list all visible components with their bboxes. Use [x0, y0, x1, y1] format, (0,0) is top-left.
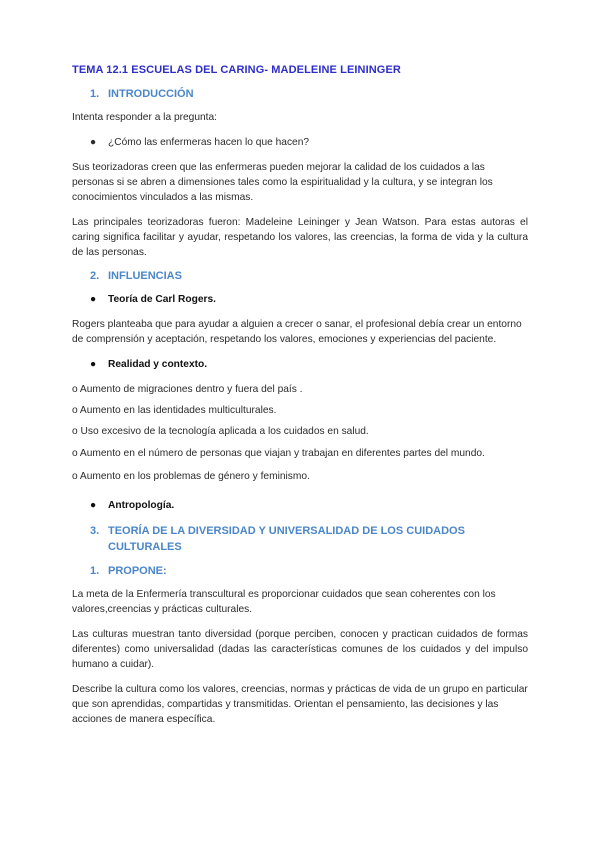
list-item: o Uso excesivo de la tecnología aplicada a los cuidados en salud.	[72, 426, 369, 437]
section-heading-introduccion	[72, 88, 528, 100]
subsection-heading-propone	[72, 565, 528, 577]
bullet-text: Antropología.	[108, 500, 175, 511]
bullet-antropologia	[72, 498, 528, 513]
list-item: o Aumento de migraciones dentro y fuera del país .	[72, 384, 303, 395]
section-number: 1.	[90, 88, 100, 100]
list-item: o Aumento en el número de personas que viajan y trabajan en diferentes partes del mundo.	[72, 448, 485, 459]
paragraph-sus-teorizadoras: Sus teorizadoras creen que las enfermeras pueden mejorar la calidad de los cuidados a las personas si se abren a dimensiones tales como la espiritualidad y la cultura, y se integran los conocimientos vinculados a las mismas.	[72, 162, 493, 203]
document-page	[72, 64, 528, 737]
paragraph-principales: Las principales teorizadoras fueron: Madeleine Leininger y Jean Watson. Para estas autoras el caring significa facilitar y ayudar, respetando los valores, las creencias, la forma de vida y la cultura de las personas.	[72, 217, 528, 258]
bullet-dot-icon: ●	[90, 359, 97, 370]
paragraph-meta: La meta de la Enfermería transcultural es proporcionar cuidados que sean coherentes con los valores,creencias y prácticas culturales.	[72, 589, 496, 615]
paragraph-intenta: Intenta responder a la pregunta:	[72, 112, 217, 123]
paragraph-culturas: Las culturas muestran tanto diversidad (porque perciben, conocen y practican cuidados de formas diferentes) como universalidad (dadas las características comunes de los cuidados y del impulso humano a cuidar).	[72, 629, 528, 670]
paragraph-rogers: Rogers planteaba que para ayudar a alguien a crecer o sanar, el profesional debía crear un entorno de comprensión y aceptación, respetando los valores, emociones y experiencias del paciente.	[72, 319, 522, 345]
bullet-text: ¿Cómo las enfermeras hacen lo que hacen?	[108, 137, 310, 148]
bullet-text: Teoría de Carl Rogers.	[108, 294, 216, 305]
section-title: PROPONE:	[108, 565, 167, 577]
bullet-realidad	[72, 357, 528, 372]
document-title: TEMA 12.1 ESCUELAS DEL CARING- MADELEINE LEININGER	[72, 64, 401, 76]
section-heading-teoria	[72, 523, 528, 555]
bullet-dot-icon: ●	[90, 294, 97, 305]
bullet-rogers	[72, 292, 528, 307]
section-number: 2.	[90, 270, 100, 282]
list-item: o Aumento en los problemas de género y feminismo.	[72, 471, 310, 482]
section-title: TEORÍA DE LA DIVERSIDAD Y UNIVERSALIDAD DE LOS CUIDADOS CULTURALES	[108, 525, 465, 553]
section-title: INFLUENCIAS	[108, 270, 182, 282]
section-heading-influencias	[72, 270, 528, 282]
bullet-text: Realidad y contexto.	[108, 359, 208, 370]
section-number: 3.	[90, 525, 100, 537]
paragraph-describe: Describe la cultura como los valores, creencias, normas y prácticas de vida de un grupo en particular que son aprendidas, compartidas y transmitidas. Orientan el pensamiento, las decisiones y las acciones de manera específica.	[72, 684, 528, 725]
section-number: 1.	[90, 565, 100, 577]
bullet-dot-icon: ●	[90, 500, 97, 511]
bullet-dot-icon: ●	[90, 137, 97, 148]
section-title: INTRODUCCIÓN	[108, 88, 194, 100]
list-item: o Aumento en las identidades multiculturales.	[72, 405, 277, 416]
bullet-question	[72, 135, 528, 150]
